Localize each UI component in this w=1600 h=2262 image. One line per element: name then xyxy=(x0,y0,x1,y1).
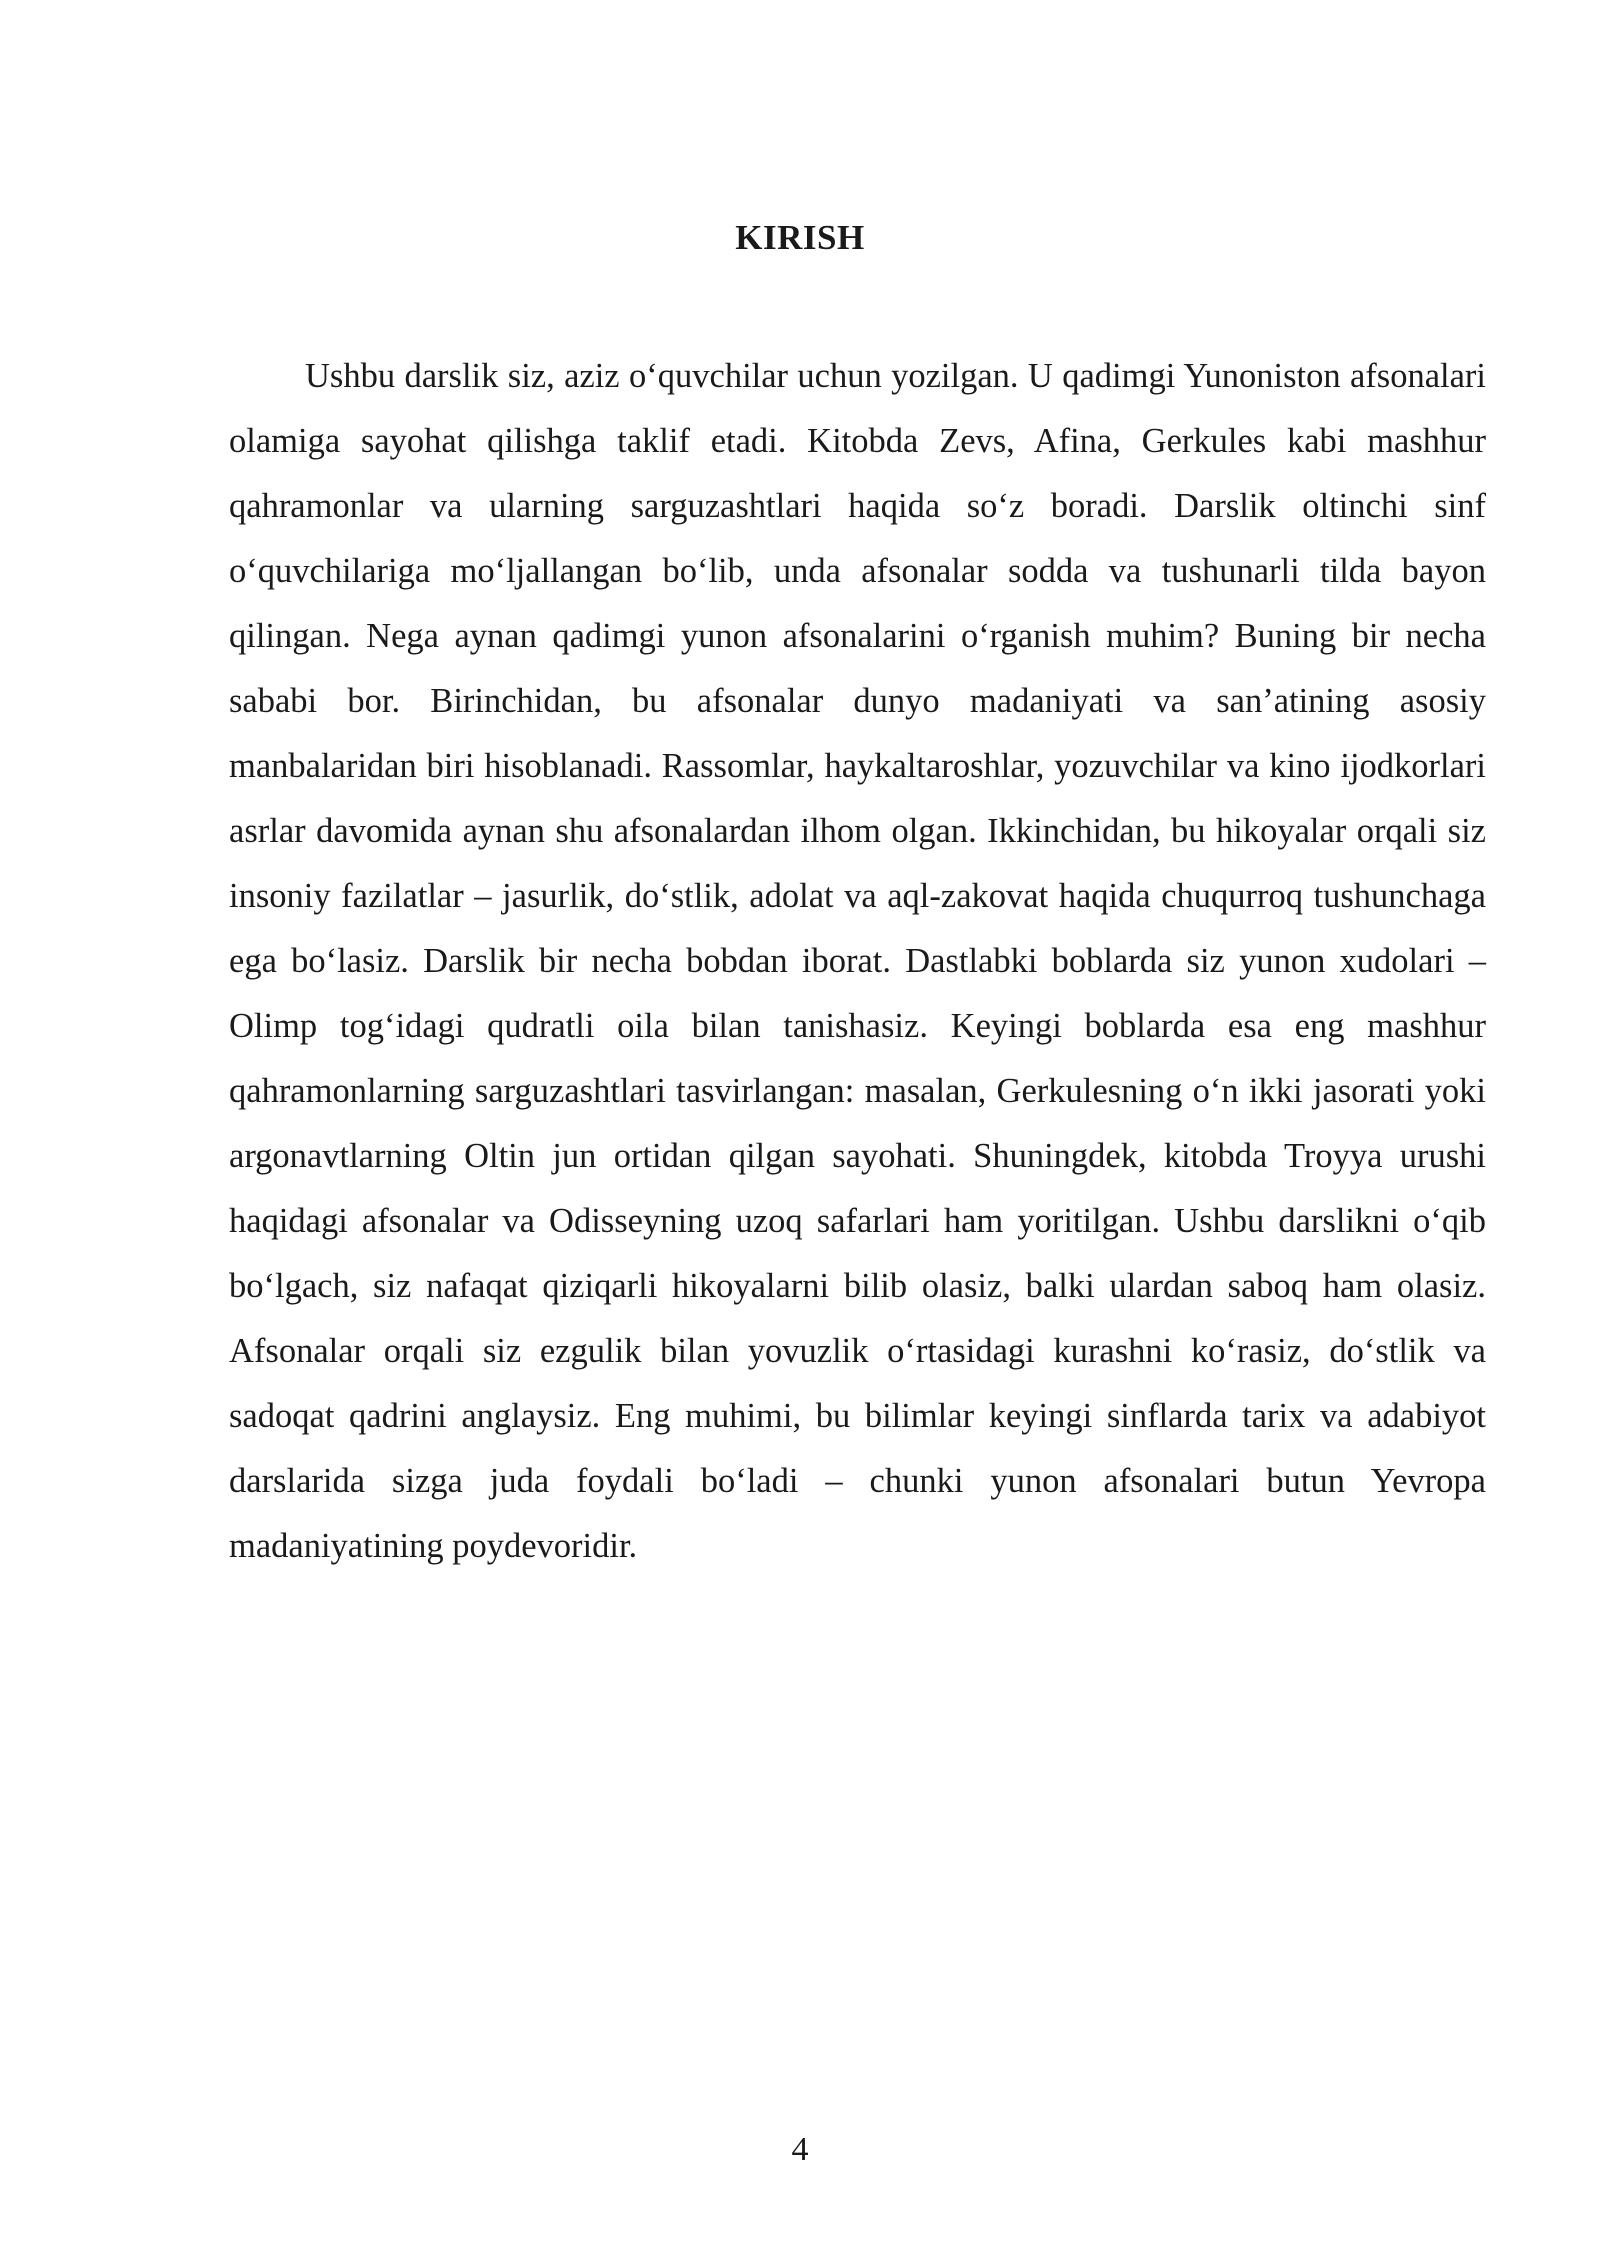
body-paragraph: Ushbu darslik siz, aziz o‘quvchilar uchun yozilgan. U qadimgi Yunoniston afsonalari olamiga sayohat qilishga taklif etadi. Kitobda Zevs, Afina, Gerkules kabi mashhur qahramonlar va ularning sarguzashtlari haqida so‘z boradi. Darslik oltinchi sinf o‘quvchilariga mo‘ljallangan bo‘lib, unda afsonalar sodda va tushunarli tilda bayon qilingan. Nega aynan qadimgi yunon afsonalarini o‘rganish muhim? Buning bir necha sababi bor. Birinchidan, bu afsonalar dunyo madaniyati va san’atining asosiy manbalaridan biri hisoblanadi. Rassomlar, haykaltaroshlar, yozuvchilar va kino ijodkorlari asrlar davomida aynan shu afsonalardan ilhom olgan. Ikkinchidan, bu hikoyalar orqali siz insoniy fazilatlar – jasurlik, do‘stlik, adolat va aql-zakovat haqida chuqurroq tushunchaga ega bo‘lasiz. Darslik bir necha bobdan iborat. Dastlabki boblarda siz yunon xudolari – Olimp tog‘idagi qudratli oila bilan tanishasiz. Keyingi boblarda esa eng mashhur qahramonlarning sarguzashtlari tasvirlangan: masalan, Gerkulesning o‘n ikki jasorati yoki argonavtlarning Oltin jun ortidan qilgan sayohati. Shuningdek, kitobda Troyya urushi haqidagi afsonalar va Odisseyning uzoq safarlari ham yoritilgan. Ushbu darslikni o‘qib bo‘lgach, siz nafaqat qiziqarli hikoyalarni bilib olasiz, balki ulardan saboq ham olasiz. Afsonalar orqali siz ezgulik bilan yovuzlik o‘rtasidagi kurashni ko‘rasiz, do‘stlik va sadoqat qadrini anglaysiz. Eng muhimi, bu bilimlar keyingi sinflarda tarix va adabiyot darslarida sizga juda foydali bo‘ladi – chunki yunon afsonalari butun Yevropa madaniyatining poydevoridir. xyxy=(229,357,1486,1565)
page-title: KIRISH xyxy=(735,218,865,257)
page-number: 4 xyxy=(791,2131,809,2168)
